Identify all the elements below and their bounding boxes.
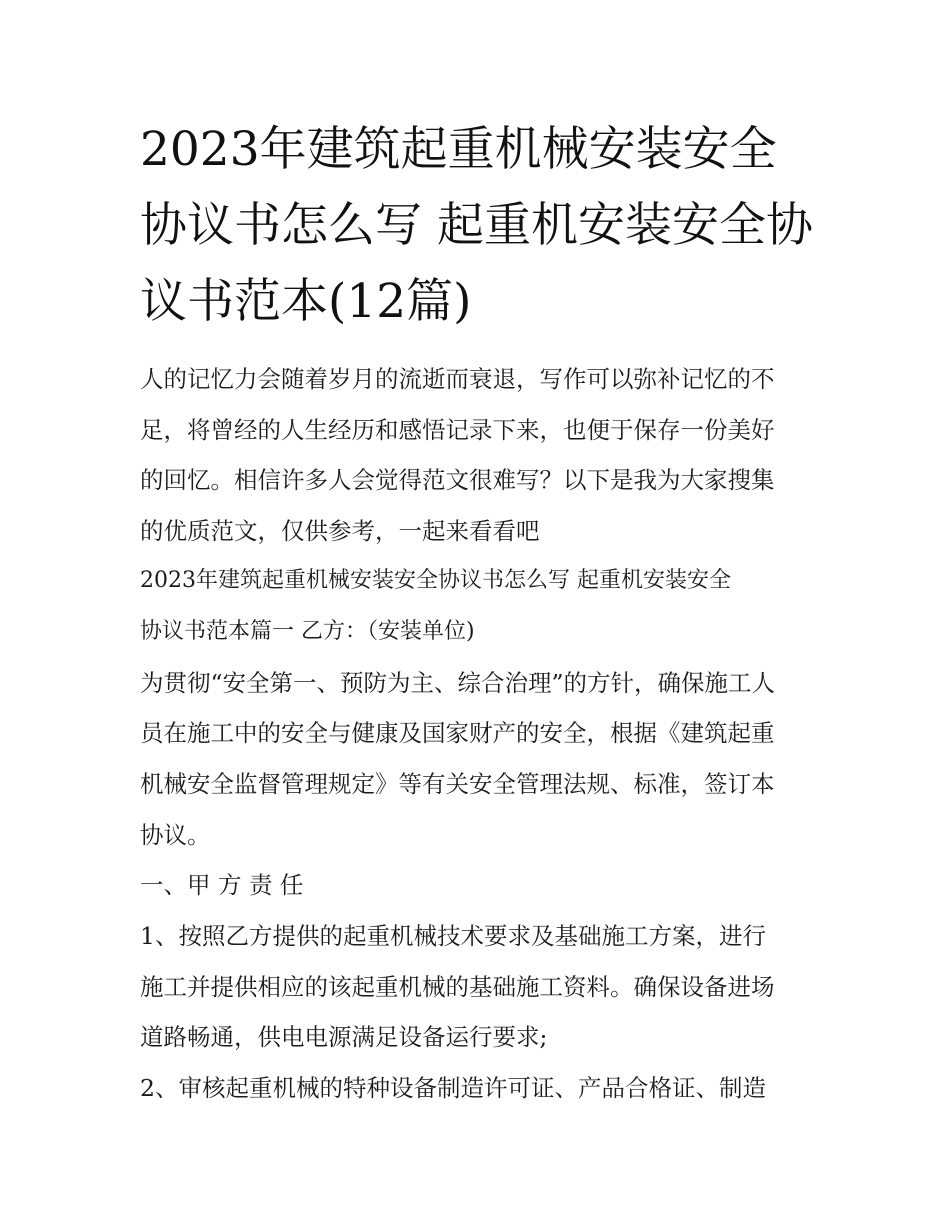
subheading-line-1: 2023年建筑起重机械安装安全协议书怎么写 起重机安装安全 [140, 568, 731, 593]
item-2-line-1: 2、审核起重机械的特种设备制造许可证、产品合格证、制造 [140, 1074, 766, 1102]
purpose-line-4: 协议。 [140, 821, 211, 849]
section-heading: 一、甲 方 责 任 [140, 871, 304, 899]
intro-line-1: 人的记忆力会随着岁月的流逝而衰退，写作可以弥补记忆的不 [140, 365, 775, 393]
purpose-line-3: 机械安全监督管理规定》等有关安全管理法规、标准，签订本 [140, 770, 775, 798]
intro-line-4: 的优质范文，仅供参考，一起来看看吧 [140, 517, 540, 545]
intro-line-3: 的回忆。相信许多人会觉得范文很难写？以下是我为大家搜集 [140, 466, 775, 494]
item-1-line-2: 施工并提供相应的该起重机械的基础施工资料。确保设备进场 [140, 973, 775, 1001]
purpose-line-2: 员在施工中的安全与健康及国家财产的安全，根据《建筑起重 [140, 719, 775, 747]
item-1-line-3: 道路畅通，供电电源满足设备运行要求; [140, 1023, 548, 1051]
subheading-line-2: 协议书范本篇一 乙方：（安装单位) [140, 619, 475, 644]
intro-line-2: 足，将曾经的人生经历和感悟记录下来，也便于保存一份美好 [140, 416, 775, 444]
item-1-line-1: 1、按照乙方提供的起重机械技术要求及基础施工方案，进行 [140, 922, 766, 950]
document-title: 2023年建筑起重机械安装安全协议书怎么写 起重机安装安全协议书范本(12篇) [140, 122, 813, 329]
purpose-line-1: 为贯彻“安全第一、预防为主、综合治理”的方针，确保施工人 [140, 669, 776, 697]
